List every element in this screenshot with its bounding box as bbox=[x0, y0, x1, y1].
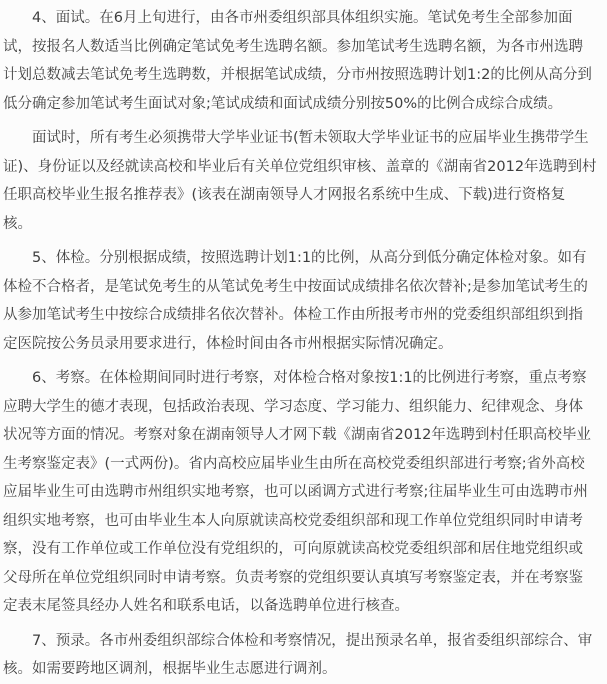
text-line: 计划总数减去笔试免考生选聘数，并根据笔试成绩，分市州按照选聘计划1:2的比例从高分到 bbox=[3, 67, 592, 83]
text-line: 7、预录。各市州委组织部综合体检和考察情况，提出预录名单，报省委组织部综合、审 bbox=[32, 632, 593, 649]
text-line: 组织实地考察，也可由毕业生本人向原就读高校党委组织部和现工作单位党组织同时申请考 bbox=[3, 512, 583, 529]
text-line: 状况等方面的情况。考察对象在湖南领导人才网下载《湖南省2012年选聘到村任职高校毕业 bbox=[3, 427, 591, 443]
text-line: 从参加笔试考生中按综合成绩排名依次替补。体检工作由所报考市州的党委组织部组织到指 bbox=[3, 307, 583, 323]
text-line: 定表末尾签具经办人姓名和联系电话，以备选聘单位进行核查。 bbox=[3, 598, 409, 614]
text-line: 任职高校毕业生报名推荐表》(该表在湖南领导人才网报名系统中生成、下载)进行资格复 bbox=[3, 187, 566, 203]
text-line: 6、考察。在体检期间同时进行考察，对体检合格对象按1:1的比例进行考察，重点考察 bbox=[32, 370, 587, 386]
text-line: 应届毕业生可由选聘市州组织实地考察，也可以函调方式进行考察;往届毕业生可由选聘市州 bbox=[3, 484, 588, 500]
paragraph-item-4-interview bbox=[3, 4, 592, 118]
text-line: 面试时，所有考生必须携带大学毕业证书(暂未领取大学毕业证书的应届毕业生携带学生 bbox=[32, 130, 589, 146]
text-line: 应聘大学生的德才表现，包括政治表现、学习态度、学习能力、组织能力、纪律观念、身体 bbox=[3, 398, 583, 415]
text-line: 4、面试。在6月上旬进行，由各市州委组织部具体组织实施。笔试免考生全部参加面 bbox=[32, 10, 573, 26]
paragraph-item-6-inspection bbox=[3, 364, 591, 621]
text-line: 证)、身份证以及经就读高校和毕业后有关单位党组织审核、盖章的《湖南省2012年选聘到村 bbox=[3, 158, 597, 175]
text-line: 5、体检。分别根据成绩，按照选聘计划1:1的比例，从高分到低分确定体检对象。如有 bbox=[32, 250, 587, 266]
text-line: 试，按报名人数适当比例确定笔试免考生选聘名额。参加笔试考生选聘名额，为各市州选聘 bbox=[3, 38, 583, 55]
text-line: 定医院按公务员录用要求进行，体检时间由各市州根据实际情况确定。 bbox=[3, 335, 453, 352]
text-line: 低分确定参加笔试考生面试对象;笔试成绩和面试成绩分别按50%的比例合成综合成绩。 bbox=[3, 95, 563, 112]
text-line: 核。如需要跨地区调剂，根据毕业生志愿进行调剂。 bbox=[3, 661, 337, 677]
text-line: 核。 bbox=[3, 215, 32, 232]
paragraph-item-5-physical-exam bbox=[3, 244, 588, 358]
paragraph-item-7-pre-admission bbox=[3, 627, 593, 684]
text-line: 察，没有工作单位或工作单位没有党组织的，可向原就读高校党委组织部和居住地党组织或 bbox=[3, 541, 583, 557]
paragraph-interview-credential-check bbox=[3, 124, 597, 238]
text-line: 体检不合格者，是笔试免考生的从笔试免考生中按面试成绩排名依次替补;是参加笔试考生的 bbox=[3, 278, 588, 295]
text-line: 生考察鉴定表》(一式两份)。省内高校应届毕业生由所在高校党委组织部进行考察;省外高校 bbox=[3, 455, 585, 472]
text-line: 父母所在单位党组织同时申请考察。负责考察的党组织要认真填写考察鉴定表，并在考察鉴 bbox=[3, 569, 583, 586]
